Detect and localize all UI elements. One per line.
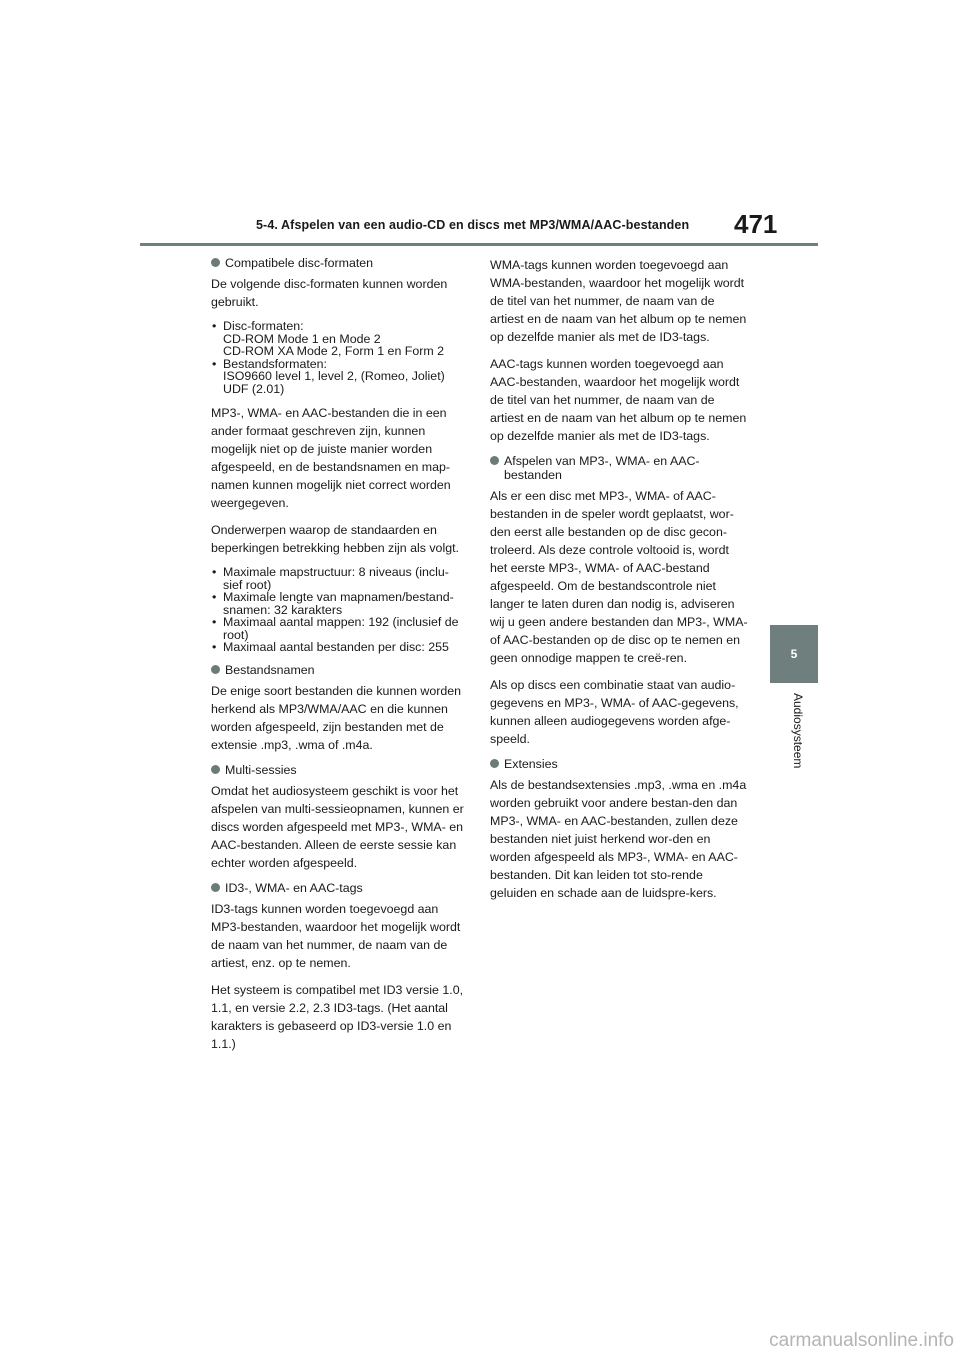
- right-column: [490, 256, 748, 911]
- paragraph: AAC-tags kunnen worden toegevoegd aan AAC-bestanden, waardoor het mogelijk wordt de titel van het nummer, de naam van de artiest en de naam van het album op te nemen op dezelfde manier als met de ID3-tags.: [490, 357, 747, 443]
- chapter-label: Audiosysteem: [791, 693, 805, 769]
- footer-watermark: carmanualsonline.info: [769, 1330, 954, 1351]
- list-item: • Maximale mapstructuur: 8 niveaus (inclu- sief root): [211, 566, 469, 591]
- paragraph: MP3-, WMA- en AAC-bestanden die in een ander formaat geschreven zijn, kunnen mogelijk niet op de juiste manier worden afgespeeld, en de bestandsnamen en map-namen kunnen mogelijk niet correct worden weergegeven.: [211, 406, 451, 510]
- list-item: • Maximaal aantal bestanden per disc: 255: [211, 641, 469, 654]
- list-item: • Disc-formaten: CD-ROM Mode 1 en Mode 2 CD-ROM XA Mode 2, Form 1 en Form 2: [211, 320, 469, 358]
- bullet-list: [211, 566, 469, 654]
- page-number: 471: [734, 209, 778, 239]
- paragraph: WMA-tags kunnen worden toegevoegd aan WMA-bestanden, waardoor het mogelijk wordt de titel van het nummer, de naam van de artiest en de naam van het album op te nemen op dezelfde manier als met de ID3-tags.: [490, 258, 747, 344]
- chapter-tab: [770, 625, 818, 683]
- section-heading: ID3-, WMA- en AAC-tags: [211, 881, 469, 895]
- bullet-dot-icon: [211, 258, 220, 267]
- section-header-title: 5-4. Afspelen van een audio-CD en discs met MP3/WMA/AAC-bestanden: [256, 218, 690, 232]
- section-heading: Afspelen van MP3-, WMA- en AAC- bestanden: [490, 454, 748, 482]
- paragraph: Als de bestandsextensies .mp3, .wma en .m4a worden gebruikt voor andere bestan-den dan MP3-, WMA- en AAC-bestanden, zullen deze bestanden niet juist herkend wor-den en worden afgespeeld als MP3-, WMA- en AAC-bestanden. Dit kan leiden tot sto-rende geluiden en schade aan de luidspre-kers.: [490, 778, 747, 900]
- section-heading: Compatibele disc-formaten: [211, 256, 469, 270]
- bullet-dot-icon: [211, 765, 220, 774]
- paragraph: ID3-tags kunnen worden toegevoegd aan MP3-bestanden, waardoor het mogelijk wordt de naam van het nummer, de naam van de artiest, enz. op te nemen.: [211, 901, 461, 970]
- paragraph: Het systeem is compatibel met ID3 versie 1.0, 1.1, en versie 2.2, 2.3 ID3-tags. (Het aantal karakters is gebaseerd op ID3-versie 1.0 en 1.1.): [211, 982, 464, 1051]
- chapter-number: 5: [790, 647, 798, 661]
- paragraph: Als er een disc met MP3-, WMA- of AAC-bestanden in de speler wordt geplaatst, wor-den eerst alle bestanden op de disc gecon-troleerd. Als deze controle voltooid is, wordt het eerste MP3-, WMA- of AAC-bestand afgespeeld. Om de bestandscontrole niet langer te laten duren dan nodig is, adviseren wij u geen andere bestanden dan MP3-, WMA- of AAC-bestanden op de disc op te nemen en geen onnodige mappen te creë-ren.: [490, 489, 748, 665]
- paragraph: Als op discs een combinatie staat van audio-gegevens en MP3-, WMA- of AAC-gegevens, kunnen alleen audiogegevens worden afge-speeld.: [490, 678, 739, 746]
- section-heading: Extensies: [490, 757, 748, 771]
- bullet-dot-icon: [211, 883, 220, 892]
- paragraph: Onderwerpen waarop de standaarden en beperkingen betrekking hebben zijn als volgt.: [211, 523, 459, 555]
- bullet-dot-icon: [490, 759, 499, 768]
- list-item: • Maximaal aantal mappen: 192 (inclusief de root): [211, 616, 469, 641]
- left-column: [211, 256, 469, 1062]
- list-item: • Maximale lengte van mapnamen/bestand- snamen: 32 karakters: [211, 591, 469, 616]
- header-divider: [140, 243, 818, 246]
- bullet-list: [211, 320, 469, 395]
- paragraph: Omdat het audiosysteem geschikt is voor het afspelen van multi-sessieopnamen, kunnen er discs worden afgespeeld met MP3-, WMA- en AAC-bestanden. Alleen de eerste sessie kan echter worden afgespeeld.: [211, 783, 464, 870]
- paragraph: De enige soort bestanden die kunnen worden herkend als MP3/WMA/AAC en die kunnen worden afgespeeld, zijn bestanden met de extensie .mp3, .wma of .m4a.: [211, 683, 462, 752]
- paragraph: De volgende disc-formaten kunnen worden gebruikt.: [211, 277, 448, 309]
- bullet-dot-icon: [211, 665, 220, 674]
- section-heading: Bestandsnamen: [211, 663, 469, 677]
- list-item: • Bestandsformaten: ISO9660 level 1, level 2, (Romeo, Joliet) UDF (2.01): [211, 358, 469, 396]
- bullet-dot-icon: [490, 456, 499, 465]
- section-heading: Multi-sessies: [211, 763, 469, 777]
